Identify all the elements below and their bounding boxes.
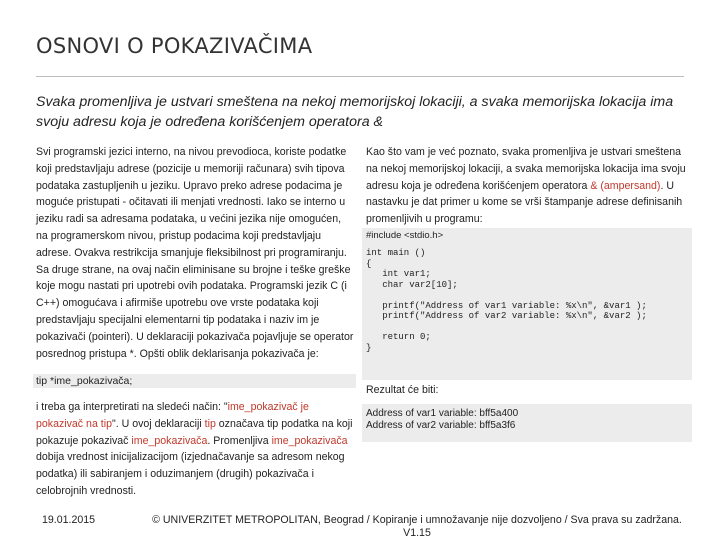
footer-date: 19.01.2015	[42, 514, 96, 526]
explain-text-4: . Promenljiva	[207, 434, 272, 447]
explain-text-1: i treba ga interpretirati na sledeći način: "	[36, 401, 228, 413]
left-paragraph: Svi programski jezici interno, na nivou prevodioca, koriste podatke koji predstavljaju adrese (pozicije u memoriji računara) svih tipova podataka zastupljenih u jeziku. Upravo preko adrese podacima je moguće pristupati - očitavati ili menjati vrednosti. Iako se interno u jeziku radi sa adresama podataka, u većini jezika nije omogućen, na programerskom nivou, pristup podacima koji predstavljaju adrese. Ovakva restrikcija smanjuje fleksibilnost pri programiranju. Sa druge strane, na ovaj način eliminisane su brojne i teške greške koje mogu nastati pri upotrebi ovih podataka. Programski jezik C (i C++) omogućava i afirmiše upotrebu ove vrste podataka koji predstavljaju specijalni elementarni tip podataka i naziv im je pokazivači (pointeri). U deklaraciji pokazivača pojavljuje se operator posrednog pristupa *. Opšti oblik deklarisanja pokazivača je:	[36, 146, 354, 360]
lead-text: Svaka promenljiva je ustvari smeštena na nekoj memorijskoj lokaciji, a svaka memorijska lokacija ima svoju adresu koja je određena korišćenjem operatora &	[36, 94, 674, 130]
include-line: #include <stdio.h>	[362, 228, 692, 246]
version-label: V1.15	[403, 527, 431, 539]
copyright-text: © UNIVERZITET METROPOLITAN, Beograd / Kopiranje i umnožavanje nije dozvoljeno / Sva prava su zadržana.	[152, 514, 682, 526]
explain-highlight-4: ime_pokazivača	[271, 434, 348, 447]
slide-title: OSNOVI O POKAZIVAČIMA	[36, 34, 313, 58]
footer-copyright	[150, 514, 684, 540]
right-text-1: Kao što vam je već poznato, svaka promenljiva je ustvari smeštena na nekoj memorijskoj lokaciji, a svaka memorijska lokacija ima svoju adresu koja je određena korišćenjem operatora	[366, 146, 686, 192]
explain-text-5: dobija vrednost inicijalizacijom (izjednačavanje sa adresom nekog podatka) ili sabiranjem i oduzimanjem (drugih) pokazivača i celobrojnih vrednosti.	[36, 451, 345, 497]
result-label: Rezultat će biti:	[366, 384, 439, 396]
ampersand-highlight: & (ampersand)	[590, 179, 661, 192]
title-divider	[36, 76, 684, 77]
explain-text-3: označava tip podatka na koji pokazuje pokazivač	[36, 417, 353, 447]
left-explanation	[36, 399, 354, 500]
example-code: int main () { int var1; char var2[10]; printf("Address of var1 variable: %x\n", &var1 ); printf("Address of var2 variable: %x\n", &var2 ); return 0; }	[362, 244, 692, 380]
right-text-2: . U nastavku je dat primer u kome se vrši štampanje adrese definisanih promenljivih u programu:	[366, 179, 683, 226]
declaration-code: tip *ime_pokazivača;	[33, 374, 356, 388]
explain-highlight-3: ime_pokazivača	[131, 434, 208, 447]
right-paragraph	[366, 144, 688, 228]
program-output: Address of var1 variable: bff5a400 Address of var2 variable: bff5a3f6	[362, 404, 692, 442]
explain-highlight-1: ime_pokazivač je pokazivač na tip	[36, 401, 309, 430]
explain-highlight-2: tip	[204, 417, 216, 430]
explain-text-2: ". U ovoj deklaraciji	[111, 417, 205, 430]
